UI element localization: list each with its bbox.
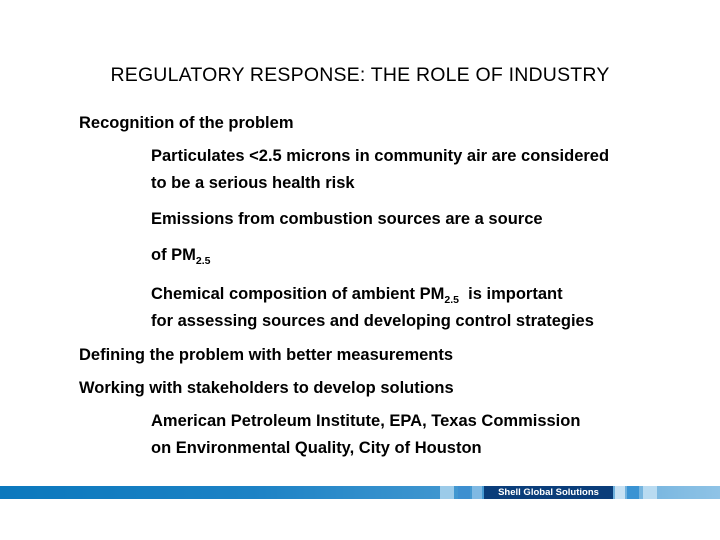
sub-bullet-stakeholders-line1: American Petroleum Institute, EPA, Texas Commission <box>151 412 581 430</box>
sub-bullet-emissions-line2 <box>151 242 211 269</box>
bullet-working: Working with stakeholders to develop solutions <box>79 379 454 397</box>
sub-bullet-particulates-line1: Particulates <2.5 microns in community air are considered <box>151 147 610 165</box>
footer-accent <box>643 486 657 499</box>
footer-accent <box>472 486 482 499</box>
pm-subscript: 2.5 <box>444 294 459 306</box>
chemical-text-post: is important <box>458 285 563 303</box>
pm-subscript: 2.5 <box>195 255 211 267</box>
chemical-text: Chemical composition of ambient PM <box>151 285 445 303</box>
sub-bullet-particulates-line2: to be a serious health risk <box>151 174 355 192</box>
sub-bullet-emissions-line1: Emissions from combustion sources are a source <box>151 210 543 228</box>
sub-bullet-stakeholders-line2: on Environmental Quality, City of Houston <box>151 439 482 457</box>
emissions-text: of PM <box>151 246 196 264</box>
footer-accent <box>627 486 639 499</box>
slide-title: REGULATORY RESPONSE: THE ROLE OF INDUSTRY <box>110 64 610 86</box>
footer-accent <box>615 486 625 499</box>
brand-logo: Shell Global Solutions <box>484 486 613 499</box>
footer-bar <box>0 486 720 499</box>
footer-accent <box>440 486 454 499</box>
bullet-recognition: Recognition of the problem <box>79 114 294 132</box>
bullet-defining: Defining the problem with better measurements <box>79 346 454 364</box>
footer-accent <box>458 486 470 499</box>
sub-bullet-chemical-line1 <box>151 281 563 308</box>
sub-bullet-chemical-line2: for assessing sources and developing control strategies <box>151 312 594 330</box>
